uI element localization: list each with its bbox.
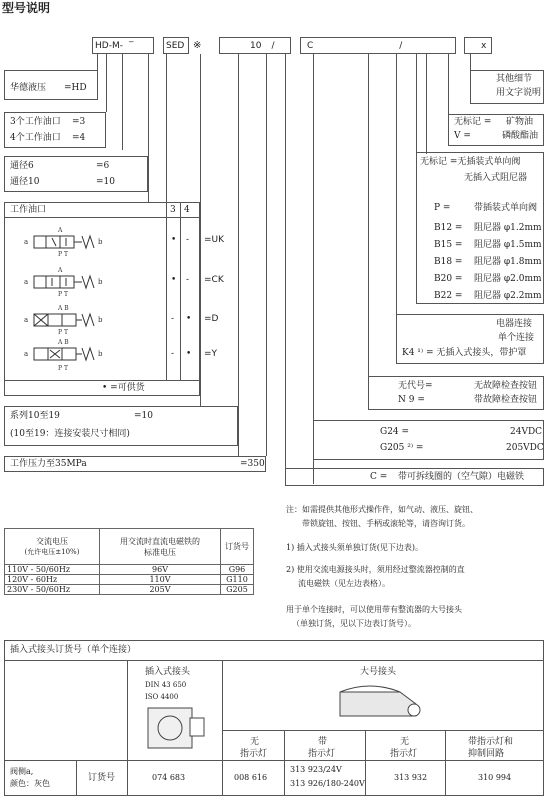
other-line2: 用文字说明 — [496, 88, 542, 98]
valve-opt-p: P = — [434, 203, 451, 213]
manufacturer-label: 华德液压 — [10, 83, 47, 93]
valve-b18: B18 = — [434, 257, 463, 267]
voltage-a: G24 = — [380, 427, 410, 437]
ports-3-label: 3个工作油口 — [10, 117, 61, 127]
plug-head: 插入式接头 — [145, 667, 191, 677]
model-field-x: x — [464, 37, 492, 54]
note-0-l1: 注：如需提供其他形式操作件，如气动、液压、旋钮、 — [286, 505, 478, 514]
svg-text:a: a — [24, 278, 29, 286]
valve-opt-p-desc: 带插装式单向阀 — [474, 203, 538, 213]
svg-text:b: b — [98, 278, 103, 286]
svg-text:a: a — [24, 238, 29, 246]
coil-a: C = — [370, 472, 388, 482]
plug-col2-l2: 指示灯 — [308, 749, 336, 759]
manufacturer-value: =HD — [64, 83, 87, 93]
row3-c4: • — [186, 314, 192, 324]
plug-col3-l2: 指示灯 — [390, 749, 418, 759]
svg-text:P T: P T — [58, 329, 68, 336]
model-field-c: C / — [300, 37, 456, 54]
plug-num-5: 310 994 — [478, 773, 512, 782]
note-2-l1: 2) 使用交流电源接头时，须用经过整流器控制的直 — [286, 565, 465, 574]
voltage-box — [313, 420, 544, 460]
plug-num-2: 008 616 — [234, 773, 268, 782]
valve-symbols — [20, 222, 124, 378]
manual-a: 无代号= — [398, 381, 433, 391]
model-field-sed: SED — [163, 37, 189, 54]
size-6-label: 通径6 — [10, 161, 34, 171]
plug-color1: 阀侧a, — [10, 767, 34, 776]
pressure-value: =350 — [240, 459, 265, 469]
plug-num-4: 313 932 — [394, 773, 428, 782]
oil-b-desc: 磷酸酯油 — [502, 131, 539, 141]
series-label: 系列10至19 — [10, 411, 60, 421]
plug-col4-l1: 带指示灯和 — [468, 737, 514, 747]
plug-table — [4, 640, 544, 796]
row4-c4: • — [186, 349, 192, 359]
plug-connector-image — [140, 704, 210, 758]
voltage-b: G205 ²⁾ = — [380, 443, 424, 453]
oil-a: 无标记 = — [454, 117, 492, 127]
volt-row1-c: G96 — [221, 565, 254, 575]
model-field-prefix: HD-M- ‾ — [92, 37, 154, 54]
volt-h1: 交流电压 — [36, 537, 68, 546]
valve-opt-l1: 无标记 =无插装式单向阀 — [420, 157, 521, 167]
svg-text:P T: P T — [58, 365, 68, 372]
oil-b: V = — [454, 131, 471, 141]
elec-l2: 单个连接 — [498, 333, 535, 343]
elec-l3: K4 ¹⁾ = 无插入式接头，带护罩 — [402, 348, 527, 358]
plug-col1-l1: 无 — [250, 737, 260, 747]
elec-l1: 电器连接 — [496, 319, 533, 329]
plug-num-3a: 313 923/24V — [290, 765, 342, 774]
plug-order-label: 订货号 — [88, 773, 116, 783]
valve-opt-l2: 无插入式阻尼器 — [464, 173, 528, 183]
coil-desc: 带可拆线圈的（空气隙）电磁铁 — [398, 472, 525, 482]
svg-text:A B: A B — [58, 305, 69, 312]
row4-c3: - — [171, 349, 175, 359]
volt-h2b: 标准电压 — [144, 547, 176, 557]
svg-text:a: a — [24, 350, 29, 358]
size-6-value: =6 — [96, 161, 110, 171]
volt-row3-b: 205V — [100, 585, 221, 595]
svg-text:A: A — [58, 267, 63, 274]
row1-c4: - — [186, 235, 190, 245]
manual-b: N 9 = — [398, 395, 425, 405]
valve-b12-desc: 阻尼器 φ1.2mm — [474, 223, 542, 233]
plug-color2: 颜色：灰色 — [10, 779, 50, 788]
manual-a-desc: 无故障检查按钮 — [474, 381, 538, 391]
volt-row1-b: 96V — [100, 565, 221, 575]
svg-text:b: b — [98, 238, 103, 246]
volt-row2-b: 110V — [100, 575, 221, 585]
svg-text:b: b — [98, 316, 103, 324]
series-note: (10至19：连接安装尺寸相同) — [10, 429, 130, 439]
pressure-label: 工作压力至35MPa — [10, 459, 87, 469]
svg-text:P T: P T — [58, 291, 68, 298]
plug-col2-l1: 带 — [318, 737, 328, 747]
availability-note: • =可供货 — [102, 383, 145, 393]
ports-4-value: =4 — [72, 133, 86, 143]
size-10-label: 通径10 — [10, 177, 40, 187]
valve-b22-desc: 阻尼器 φ2.2mm — [474, 291, 542, 301]
volt-row3-a: 230V - 50/60Hz — [5, 585, 100, 595]
volt-h2: 用交流时直流电磁铁的 — [120, 536, 200, 546]
valve-b15-desc: 阻尼器 φ1.5mm — [474, 240, 542, 250]
valve-b15: B15 = — [434, 240, 463, 250]
plug-num-3b: 313 926/180-240V — [290, 779, 365, 788]
other-line1: 其他细节 — [496, 74, 533, 84]
plug-title: 插入式接头订货号（单个连接） — [10, 645, 137, 655]
plug-col4-l2: 抑制回路 — [468, 749, 505, 759]
voltage-a-desc: 24VDC — [510, 427, 543, 437]
voltage-table — [4, 528, 254, 595]
note-3-l2: （单独订货，见以下边表订货号）。 — [292, 619, 416, 628]
row2-c3: • — [171, 275, 177, 285]
svg-text:A: A — [58, 227, 63, 234]
svg-text:P T: P T — [58, 251, 68, 258]
row2-code: =CK — [204, 275, 224, 285]
svg-text:A B: A B — [58, 339, 69, 346]
col-4-header: 4 — [184, 205, 190, 215]
large-plug-image — [330, 680, 430, 726]
note-2-l2: 流电磁铁（见左边表格）。 — [298, 579, 390, 588]
note-3-l1: 用于单个连接时，可以使用带有整流器的大号接头 — [286, 605, 462, 614]
manual-b-desc: 带故障检查按钮 — [474, 395, 538, 405]
svg-text:b: b — [98, 350, 103, 358]
svg-text:a: a — [24, 316, 29, 324]
oil-a-desc: 矿物油 — [506, 117, 534, 127]
volt-row1-a: 110V - 50/60Hz — [5, 565, 100, 575]
plug-iso: ISO 4400 — [145, 693, 179, 701]
note-0-l2: 带锁旋钮、按钮、手柄或滚轮等，请咨询订货。 — [302, 519, 470, 528]
row4-code: =Y — [204, 349, 218, 359]
note-1: 1) 插入式接头须单独订货(见下边表)。 — [286, 543, 423, 552]
volt-row3-c: G205 — [221, 585, 254, 595]
page-title: 型号说明 — [2, 1, 51, 15]
volt-h1b: (允许电压±10%) — [24, 548, 80, 556]
volt-row2-a: 120V - 60Hz — [5, 575, 100, 585]
row2-c4: - — [186, 275, 190, 285]
volt-h3: 订货号 — [221, 529, 254, 565]
ports-3-value: =3 — [72, 117, 86, 127]
row3-c3: - — [171, 314, 175, 324]
row3-code: =D — [204, 314, 219, 324]
voltage-b-desc: 205VDC — [506, 443, 544, 453]
large-plug-head: 大号接头 — [360, 667, 397, 677]
valve-b12: B12 = — [434, 223, 463, 233]
row1-c3: • — [171, 235, 177, 245]
plug-num-1: 074 683 — [152, 773, 186, 782]
ports-4-label: 4个工作油口 — [10, 133, 61, 143]
valve-b22: B22 = — [434, 291, 463, 301]
work-ports-title: 工作油口 — [10, 205, 47, 215]
volt-row2-c: G110 — [221, 575, 254, 585]
model-field-size: 10 / — [219, 37, 291, 54]
plug-col3-l1: 无 — [400, 737, 410, 747]
valve-b18-desc: 阻尼器 φ1.8mm — [474, 257, 542, 267]
valve-b20-desc: 阻尼器 φ2.0mm — [474, 274, 542, 284]
series-value: =10 — [134, 411, 153, 421]
row1-code: =UK — [204, 235, 225, 245]
plug-din: DIN 43 650 — [145, 681, 187, 689]
plug-col1-l2: 指示灯 — [240, 749, 268, 759]
col-3-header: 3 — [170, 205, 176, 215]
model-field-asterisk: ※ — [193, 40, 202, 51]
valve-b20: B20 = — [434, 274, 463, 284]
size-10-value: =10 — [96, 177, 115, 187]
